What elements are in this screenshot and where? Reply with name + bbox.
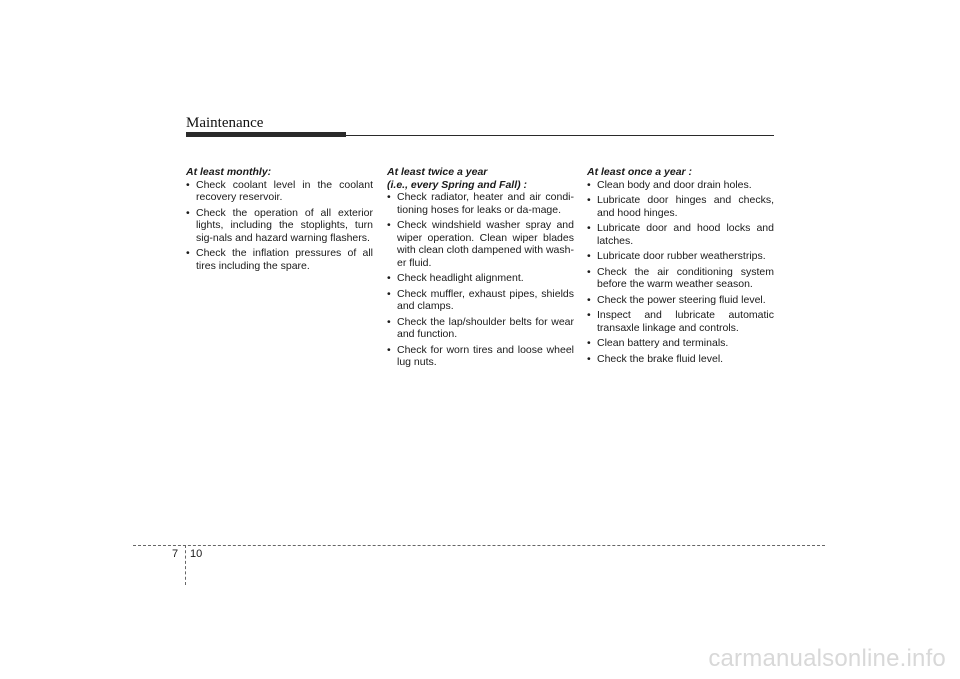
list-item: • Check muffler, exhaust pipes, shields and clamps. [387,288,574,313]
footer-rule [133,545,825,546]
list-item: • Check coolant level in the coolant recovery reservoir. [186,179,373,204]
watermark: carmanualsonline.info [708,645,946,672]
checklist [186,179,373,273]
column-subheading: (i.e., every Spring and Fall) : [387,178,528,191]
column-heading: At least monthly: [186,166,272,178]
footer-divider [185,545,186,585]
list-item: • Lubricate door rubber weatherstrips. [587,250,774,263]
list-item: • Clean battery and terminals. [587,337,774,350]
list-item: • Check for worn tires and loose wheel lug nuts. [387,344,574,369]
list-item: • Inspect and lubricate automatic transaxle linkage and controls. [587,309,774,334]
checklist [587,179,774,366]
page-number: 10 [190,548,203,560]
list-item: • Check radiator, heater and air condi-tioning hoses for leaks or da-mage. [387,191,574,216]
column-heading: At least once a year : [587,166,693,178]
list-item: • Check the inflation pressures of all tires including the spare. [186,247,373,272]
list-item: • Check the lap/shoulder belts for wear and function. [387,316,574,341]
list-item: • Check windshield washer spray and wiper operation. Clean wiper blades with clean cloth dampened with wash-er fluid. [387,219,574,269]
column-heading: At least twice a year [387,166,488,178]
list-item: • Clean body and door drain holes. [587,179,774,192]
chapter-number: 7 [172,548,179,560]
list-item: • Lubricate door hinges and checks, and hood hinges. [587,194,774,219]
header-accent-bar [186,132,346,137]
list-item: • Check headlight alignment. [387,272,574,285]
column-monthly [186,166,373,275]
list-item: • Check the air conditioning system before the warm weather season. [587,266,774,291]
list-item: • Check the power steering fluid level. [587,294,774,307]
list-item: • Check the brake fluid level. [587,353,774,366]
checklist [387,191,574,369]
column-yearly [587,166,774,368]
list-item: • Lubricate door and hood locks and latches. [587,222,774,247]
section-title: Maintenance [186,115,264,131]
list-item: • Check the operation of all exterior lights, including the stoplights, turn sig-nals and hazard warning flashers. [186,207,373,245]
column-twice-yearly [387,166,574,372]
